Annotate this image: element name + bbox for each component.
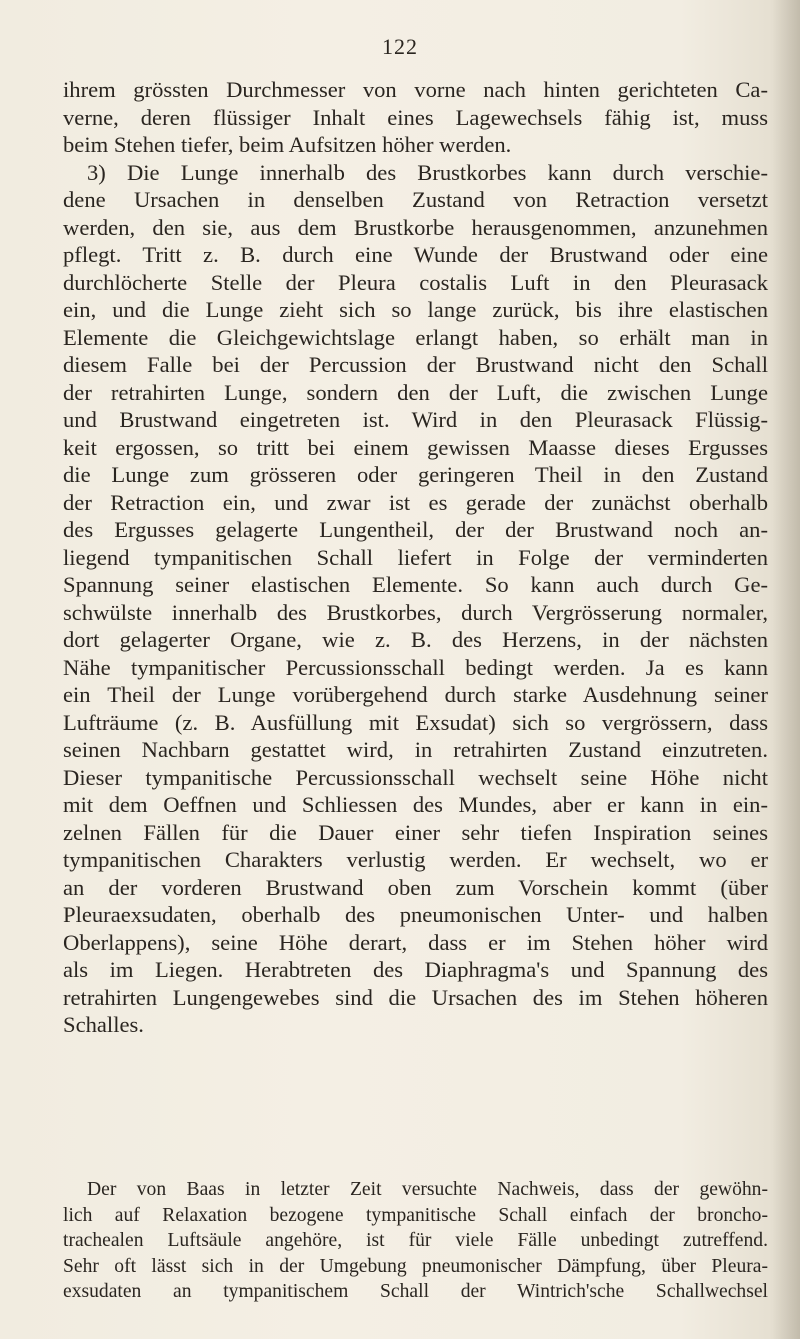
text-line: Dieser tympanitische Percussionsschall wechselt seine Höhe nicht	[63, 764, 768, 790]
text-line: Nähe tympanitischer Percussionsschall bedingt werden. Ja es kann	[63, 654, 768, 680]
text-line: als im Liegen. Herabtreten des Diaphragma's und Spannung des	[63, 957, 768, 982]
text-line: die Lunge zum grösseren oder geringeren Theil in den Zustand	[63, 462, 768, 487]
note-line: trachealen Luftsäule angehöre, ist für viele Fälle unbedingt zutreffend.	[63, 1230, 768, 1252]
text-line: der retrahirten Lunge, sondern den der Luft, die zwischen Lunge	[63, 379, 768, 405]
text-line: dort gelagerter Organe, wie z. B. des Herzens, in der nächsten	[63, 627, 768, 652]
text-line: dene Ursachen in denselben Zustand von Retraction versetzt	[63, 187, 768, 212]
text-line: und Brustwand eingetreten ist. Wird in den Pleurasack Flüssig-	[63, 407, 768, 432]
text-line: an der vorderen Brustwand oben zum Vorschein kommt (über	[63, 874, 768, 900]
text-line: Elemente die Gleichgewichtslage erlangt haben, so erhält man in	[63, 324, 768, 350]
text-line: seinen Nachbarn gestattet wird, in retrahirten Zustand einzutreten.	[63, 737, 768, 762]
note-line: lich auf Relaxation bezogene tympanitische Schall einfach der broncho-	[63, 1204, 768, 1226]
note-line: Sehr oft lässt sich in der Umgebung pneumonischer Dämpfung, über Pleura-	[63, 1255, 768, 1277]
text-line: Schalles.	[63, 1012, 144, 1037]
note-text	[63, 1177, 768, 1305]
text-line: der Retraction ein, und zwar ist es gerade der zunächst oberhalb	[63, 489, 768, 515]
text-line: ein Theil der Lunge vorübergehend durch starke Ausdehnung seiner	[63, 682, 768, 707]
text-line: Spannung seiner elastischen Elemente. So kann auch durch Ge-	[63, 572, 768, 597]
text-line: ein, und die Lunge zieht sich so lange zurück, bis ihre elastischen	[63, 297, 768, 322]
text-line: des Ergusses gelagerte Lungentheil, der der Brustwand noch an-	[63, 517, 768, 542]
text-line: Oberlappens), seine Höhe derart, dass er im Stehen höher wird	[63, 929, 768, 955]
main-text	[63, 76, 768, 1039]
text-line: liegend tympanitischen Schall liefert in Folge der verminderten	[63, 544, 768, 570]
text-line: Lufträume (z. B. Ausfüllung mit Exsudat) sich so vergrössern, dass	[63, 709, 768, 735]
note-line: exsudaten an tympanitischem Schall der Wintrich'sche Schallwechsel	[63, 1281, 768, 1303]
note-line: Der von Baas in letzter Zeit versuchte Nachweis, dass der gewöhn-	[87, 1179, 768, 1200]
text-line: tympanitischen Charakters verlustig werden. Er wechselt, wo er	[63, 847, 768, 872]
text-line: werden, den sie, aus dem Brustkorbe herausgenommen, anzunehmen	[63, 214, 768, 240]
text-line: pflegt. Tritt z. B. durch eine Wunde der Brustwand oder eine	[63, 242, 768, 267]
text-line: retrahirten Lungengewebes sind die Ursachen des im Stehen höheren	[63, 984, 768, 1010]
text-line: zelnen Fällen für die Dauer einer sehr tiefen Inspiration seines	[63, 819, 768, 845]
text-line: Pleuraexsudaten, oberhalb des pneumonischen Unter- und halben	[63, 902, 768, 927]
text-line: verne, deren flüssiger Inhalt eines Lagewechsels fähig ist, muss	[63, 104, 768, 130]
text-line: 3) Die Lunge innerhalb des Brustkorbes kann durch verschie-	[87, 159, 768, 185]
text-line: durchlöcherte Stelle der Pleura costalis Luft in den Pleurasack	[63, 269, 768, 295]
page-number: 122	[382, 34, 418, 59]
text-line: schwülste innerhalb des Brustkorbes, durch Vergrösserung normaler,	[63, 599, 768, 625]
text-line: mit dem Oeffnen und Schliessen des Mundes, aber er kann in ein-	[63, 792, 768, 817]
text-line: beim Stehen tiefer, beim Aufsitzen höher werden.	[63, 132, 512, 157]
text-line: keit ergossen, so tritt bei einem gewissen Maasse dieses Ergusses	[63, 434, 768, 460]
text-line: diesem Falle bei der Percussion der Brustwand nicht den Schall	[63, 352, 768, 377]
text-line: ihrem grössten Durchmesser von vorne nach hinten gerichteten Ca-	[63, 77, 768, 102]
page-edge-shadow	[772, 0, 800, 1339]
